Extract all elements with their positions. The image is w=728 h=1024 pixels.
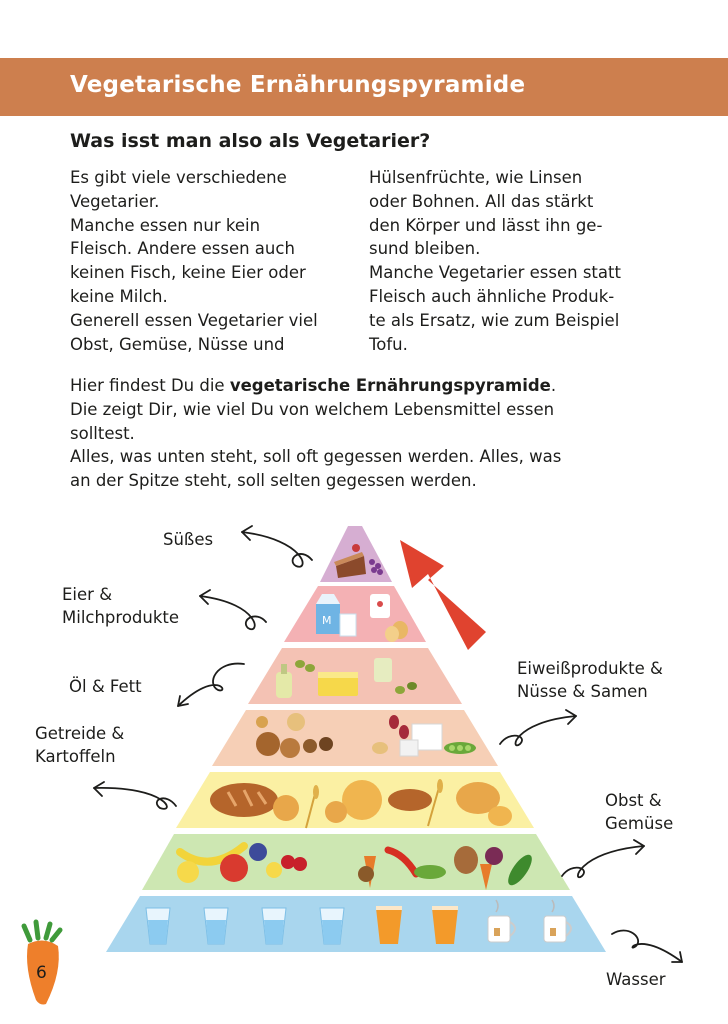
text-line: Die zeigt Dir, wie viel Du von welchem Lebensmittel essen xyxy=(70,399,555,419)
text-line: te als Ersatz, wie zum Beispiel xyxy=(369,310,620,330)
label-fruit-veg-line2: Gemüse xyxy=(605,814,674,833)
apple-icon xyxy=(220,854,248,882)
text-line: Generell essen Vegetarier viel xyxy=(70,310,318,330)
text-line: Alles, was unten steht, soll oft gegessen werden. Alles, was xyxy=(70,447,562,467)
text-line: Vegetarier. xyxy=(70,191,160,211)
text-fragment: Hier findest Du die xyxy=(70,376,230,395)
label-grains-line2: Kartoffeln xyxy=(35,747,116,766)
label-fruit-veg-line1: Obst & xyxy=(605,791,662,810)
potato-icon xyxy=(454,846,478,874)
text-line: sund bleiben. xyxy=(369,239,481,259)
text-line: Tofu. xyxy=(369,334,408,354)
label-water: Wasser xyxy=(606,970,666,989)
label-grains-line1: Getreide & xyxy=(35,724,125,743)
label-eggs-dairy-line1: Eier & xyxy=(62,585,113,604)
page-number: 6 xyxy=(36,963,47,983)
bread-icon xyxy=(210,783,278,817)
text-line: solltest. xyxy=(70,423,135,443)
text-line: Fleisch. Andere essen auch xyxy=(70,239,295,259)
text-line: Fleisch auch ähnliche Produk- xyxy=(369,286,615,306)
label-sweets: Süßes xyxy=(163,530,214,549)
milk-carton-label: M xyxy=(322,614,332,627)
label-protein-line1: Eiweißprodukte & xyxy=(517,659,663,678)
label-protein-line2: Nüsse & Samen xyxy=(517,682,648,701)
tier-protein-nuts xyxy=(212,710,498,766)
text-line: oder Bohnen. All das stärkt xyxy=(369,191,594,211)
label-eggs-dairy-line2: Milchprodukte xyxy=(62,608,180,627)
glass-icon xyxy=(340,614,356,636)
oil-jar-icon xyxy=(374,658,392,682)
milk-carton-icon xyxy=(316,594,340,634)
text-line: Obst, Gemüse, Nüsse und xyxy=(70,334,285,354)
text-line xyxy=(70,374,561,398)
text-column-left xyxy=(70,166,318,356)
lemon-icon xyxy=(177,861,199,883)
peapod-icon xyxy=(414,865,446,879)
baguette-icon xyxy=(388,789,432,811)
text-line: keine Milch. xyxy=(70,286,168,306)
text-column-right xyxy=(369,166,621,356)
text-line: Manche essen nur kein xyxy=(70,215,261,235)
label-oil-fat: Öl & Fett xyxy=(69,677,142,696)
peas-icon xyxy=(444,742,476,754)
beetroot-icon xyxy=(485,847,503,865)
text-line: Hülsenfrüchte, wie Linsen xyxy=(369,168,583,187)
text-line: den Körper und lässt ihn ge- xyxy=(369,215,603,235)
text-line: Es gibt viele verschiedene xyxy=(70,168,287,187)
text-fragment: . xyxy=(550,376,557,395)
section-heading: Was isst man also als Vegetarier? xyxy=(70,130,431,152)
text-line: Manche Vegetarier essen statt xyxy=(369,263,621,283)
intro-paragraph xyxy=(70,374,561,493)
tier-water xyxy=(106,896,606,952)
text-line: an der Spitze steht, soll selten gegessen werden. xyxy=(70,471,477,491)
emphasis-text: vegetarische Ernährungspyramide xyxy=(229,376,551,395)
text-line: keinen Fisch, keine Eier oder xyxy=(70,263,306,283)
title-banner xyxy=(0,58,728,116)
page-title: Vegetarische Ernährungspyramide xyxy=(70,72,526,98)
